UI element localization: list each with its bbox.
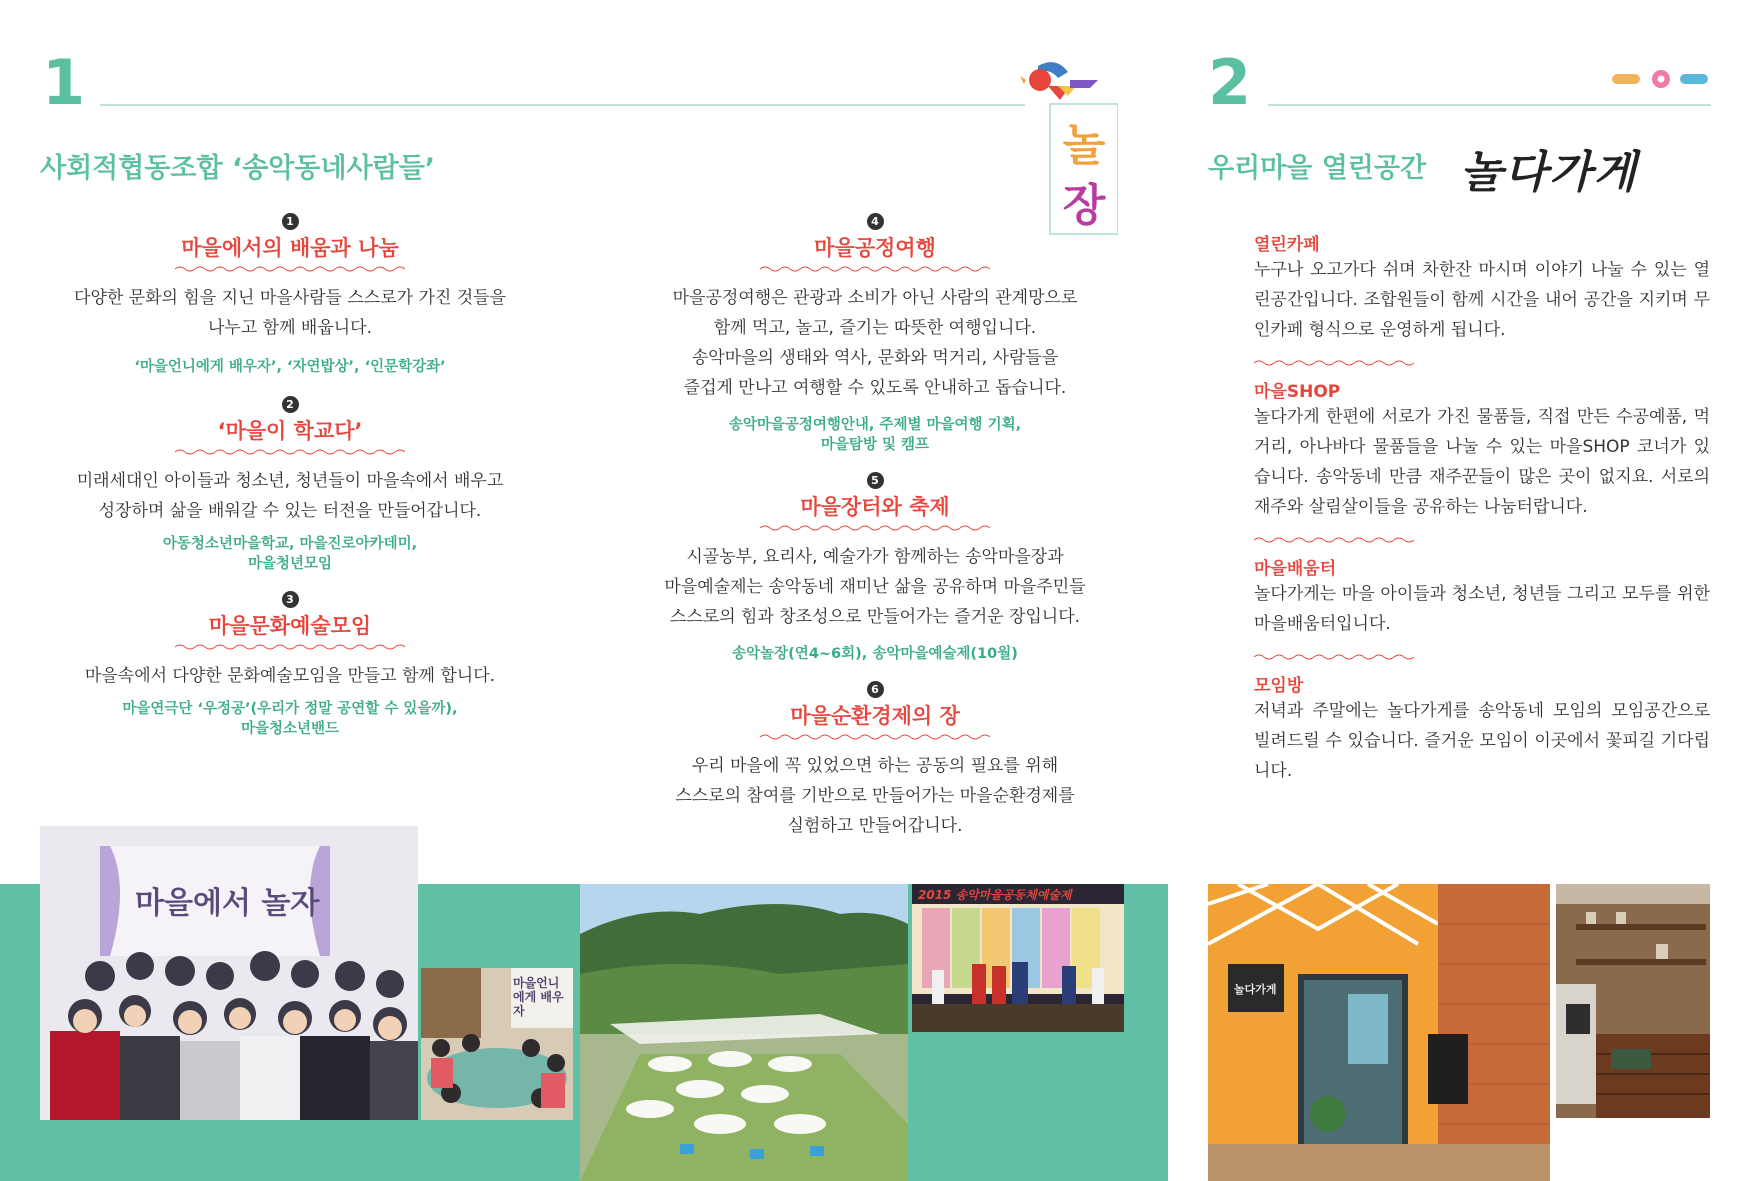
- cafe-item: [1254, 377, 1710, 544]
- festival-banner-text: 2015 송악마을공동체예술제: [918, 888, 1072, 902]
- section-title-left: 사회적협동조합 ‘송악동네사람들’: [40, 153, 436, 184]
- item-desc-line: 시골농부, 요리사, 예술가가 함께하는 송악마을장과: [686, 547, 1064, 567]
- section-title-right: 우리마을 열린공간: [1208, 153, 1427, 184]
- item-tags: ‘마을언니에게 배우자’, ‘자연밥상’, ‘인문학강좌’: [134, 359, 446, 375]
- wave-divider: [760, 265, 990, 273]
- item-1: [40, 210, 540, 377]
- cafe-item: [1254, 230, 1710, 367]
- item-number-badge: 6: [867, 681, 884, 698]
- item-number-badge: 5: [867, 472, 884, 489]
- items-column-a: [40, 210, 540, 739]
- header-rule-left: [100, 104, 1025, 106]
- item-desc-line: 스스로의 참여를 기반으로 만들어가는 마을순환경제를: [675, 786, 1075, 806]
- section-number-2: 2: [1208, 46, 1252, 119]
- cafe-item-title: 마을배움터: [1254, 559, 1337, 579]
- item-6: [640, 678, 1110, 841]
- item-tags: 마을청소년밴드: [240, 721, 340, 737]
- banner-text-2: 마을언니에게 배우자: [513, 976, 564, 1018]
- item-desc-line: 마을속에서 다양한 문화예술모임을 만들고 함께 합니다.: [84, 666, 496, 686]
- cafe-item-desc: 놀다가게 한편에 서로가 가진 물품들, 직접 만든 수공예품, 먹거리, 아나바다 물품들을 나눌 수 있는 마을SHOP 코너가 있습니다. 송악동네 만큼 재주꾼들이 많은 곳이 없지요. 서로의 재주와 살림살이들을 공유하는 나눔터랍니다.: [1254, 407, 1710, 517]
- wave-divider: [1254, 536, 1414, 544]
- item-number-badge: 3: [282, 591, 299, 608]
- item-desc-line: 스스로의 힘과 창조성으로 만들어가는 즐거운 장입니다.: [669, 607, 1081, 627]
- items-column-b: [640, 210, 1110, 841]
- item-title: 마을공정여행: [814, 236, 936, 260]
- cafe-item-title: 모임방: [1254, 676, 1304, 696]
- item-desc-line: 실험하고 만들어갑니다.: [787, 816, 963, 836]
- item-title: 마을문화예술모임: [208, 614, 372, 638]
- item-title: 마을장터와 축제: [800, 495, 950, 519]
- item-5: [640, 469, 1110, 664]
- section-number-1: 1: [42, 46, 86, 119]
- header-rule-right: [1268, 104, 1711, 106]
- item-tags: 마을탐방 및 캠프: [820, 437, 930, 453]
- cafe-item-title: 열린카페: [1254, 235, 1320, 255]
- cafe-item-desc: 저녁과 주말에는 놀다가게를 송악동네 모임의 모임공간으로 빌려드릴 수 있습니다. 즐거운 모임이 이곳에서 꽃피길 기다립니다.: [1254, 701, 1710, 781]
- festival-photo: [912, 884, 1124, 1032]
- wave-divider: [175, 265, 405, 273]
- item-4: [640, 210, 1110, 455]
- item-tags: 마을연극단 ‘우정공’(우리가 정말 공연할 수 있을까),: [122, 701, 458, 717]
- item-number-badge: 1: [282, 213, 299, 230]
- wave-divider: [175, 643, 405, 651]
- wave-divider: [1254, 653, 1414, 661]
- item-desc-line: 마을공정여행은 관광과 소비가 아닌 사람의 관계망으로: [672, 288, 1078, 308]
- item-desc-line: 즐겁게 만나고 여행할 수 있도록 안내하고 돕습니다.: [683, 378, 1067, 398]
- item-desc-line: 성장하며 삶을 배워갈 수 있는 터전을 만들어갑니다.: [98, 501, 482, 521]
- market-photo: [580, 884, 908, 1181]
- cafe-exterior-photo: [1208, 884, 1550, 1181]
- cafe-items: [1254, 230, 1710, 786]
- item-tags: 마을청년모임: [247, 556, 333, 572]
- item-2: [40, 393, 540, 574]
- item-number-badge: 2: [282, 396, 299, 413]
- cafe-item: [1254, 554, 1710, 661]
- item-title: ‘마을이 학교다’: [217, 419, 363, 443]
- decor-dots-icon: [1612, 68, 1708, 90]
- group-photo: [40, 826, 418, 1120]
- cafe-sign-text: 놀다가게: [1234, 983, 1277, 996]
- cafe-interior-photo: [1556, 884, 1710, 1118]
- cafe-item-title: 마을SHOP: [1254, 382, 1341, 402]
- cafe-item-desc: 누구나 오고가다 쉬며 차한잔 마시며 이야기 나눌 수 있는 열린공간입니다. 조합원들이 함께 시간을 내어 공간을 지키며 무인카페 형식으로 운영하게 됩니다.: [1254, 260, 1710, 340]
- item-title: 마을순환경제의 장: [790, 704, 960, 728]
- logo-nol: 놀: [1062, 120, 1106, 171]
- item-tags: 아동청소년마을학교, 마을진로아카데미,: [162, 536, 418, 552]
- item-tags: 송악놀장(연4~6회), 송악마을예술제(10월): [732, 646, 1018, 662]
- item-desc-line: 마을예술제는 송악동네 재미난 삶을 공유하며 마을주민들: [664, 577, 1086, 597]
- wave-divider: [760, 733, 990, 741]
- item-tags: 송악마을공정여행안내, 주제별 마을여행 기획,: [728, 417, 1022, 433]
- wave-divider: [760, 524, 990, 532]
- brand-nolda-gage: 놀다가게: [1460, 147, 1639, 198]
- wave-divider: [175, 448, 405, 456]
- item-desc-line: 나누고 함께 배웁니다.: [207, 318, 372, 338]
- logo-jang: 장: [1062, 180, 1106, 231]
- item-number-badge: 4: [867, 213, 884, 230]
- item-title: 마을에서의 배움과 나눔: [181, 236, 399, 260]
- item-3: [40, 588, 540, 739]
- cafe-item-desc: 놀다가게는 마을 아이들과 청소년, 청년들 그리고 모두를 위한 마을배움터입니다.: [1254, 584, 1710, 634]
- wave-divider: [1254, 359, 1414, 367]
- item-desc-line: 미래세대인 아이들과 청소년, 청년들이 마을속에서 배우고: [76, 471, 504, 491]
- banner-text-1: 마을에서 놀자: [135, 886, 320, 921]
- class-photo: [421, 968, 573, 1120]
- item-desc-line: 함께 먹고, 놀고, 즐기는 따뜻한 여행입니다.: [713, 318, 1037, 338]
- cafe-item: [1254, 671, 1710, 786]
- item-desc-line: 다양한 문화의 힘을 지닌 마을사람들 스스로가 가진 것들을: [74, 288, 506, 308]
- item-desc-line: 우리 마을에 꼭 있었으면 하는 공동의 필요를 위해: [691, 756, 1059, 776]
- item-desc-line: 송악마을의 생태와 역사, 문화와 먹거리, 사람들을: [691, 348, 1059, 368]
